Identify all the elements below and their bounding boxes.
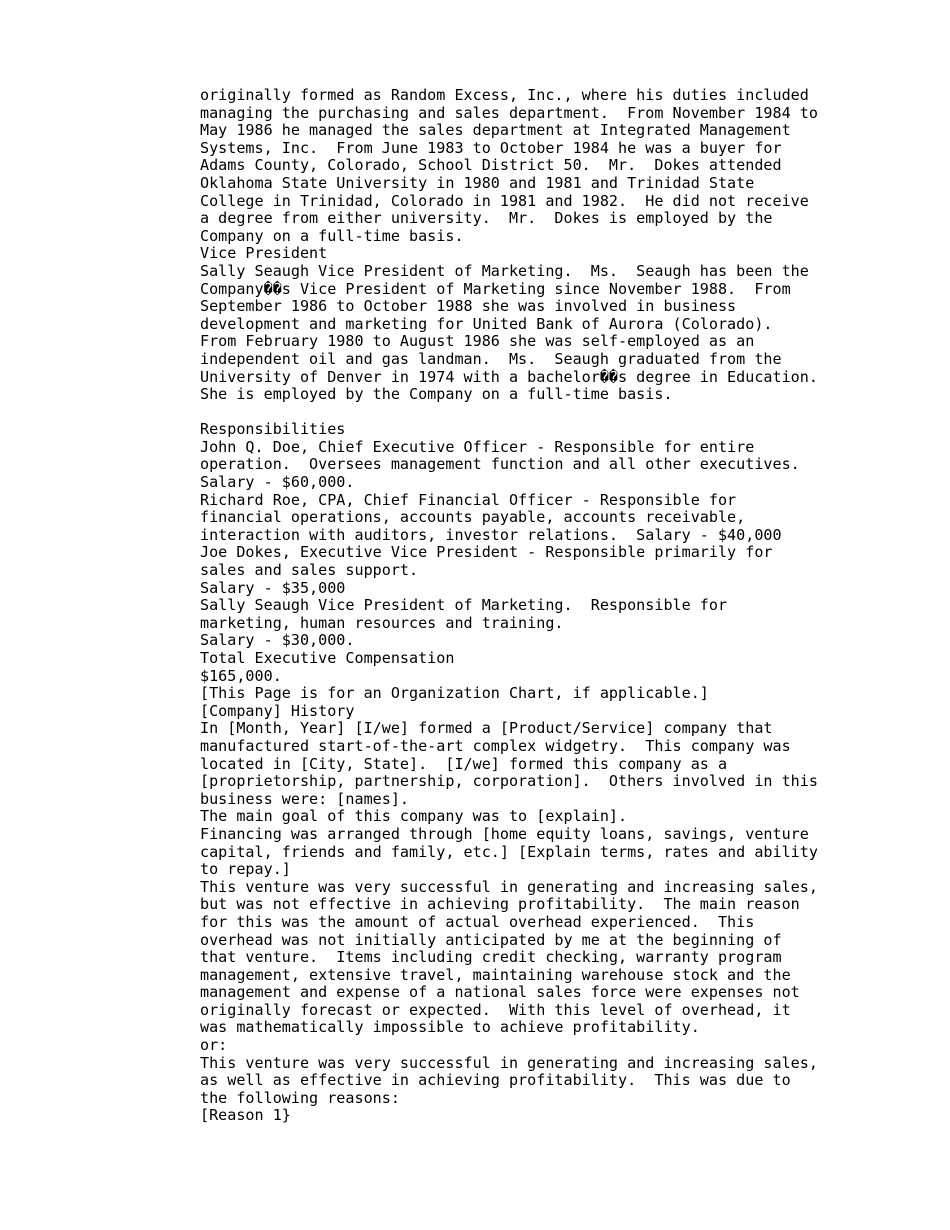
text-line: May 1986 he managed the sales department at Integrated Management: [200, 121, 791, 140]
text-line: overhead was not initially anticipated by me at the beginning of: [200, 930, 782, 949]
text-line: located in [City, State]. [I/we] formed this company as a: [200, 754, 728, 773]
text-line: marketing, human resources and training.: [200, 613, 564, 632]
text-line: Sally Seaugh Vice President of Marketing. Responsible for: [200, 596, 728, 615]
text-line: Systems, Inc. From June 1983 to October 1984 he was a buyer for: [200, 138, 782, 157]
text-line: was mathematically impossible to achieve profitability.: [200, 1018, 700, 1037]
text-line: management and expense of a national sales force were expenses not: [200, 983, 800, 1002]
text-line: [Reason 1}: [200, 1106, 291, 1125]
text-line: development and marketing for United Bank of Aurora (Colorado).: [200, 314, 773, 333]
text-line: the following reasons:: [200, 1088, 400, 1107]
text-line: The main goal of this company was to [explain].: [200, 807, 628, 826]
text-line: Company on a full-time basis.: [200, 226, 464, 245]
text-line: She is employed by the Company on a full-time basis.: [200, 385, 673, 404]
text-line: as well as effective in achieving profitability. This was due to: [200, 1071, 791, 1090]
text-line: business were: [names].: [200, 789, 410, 808]
section-heading-company-history: [Company] History: [200, 701, 355, 720]
text-line: Total Executive Compensation: [200, 649, 455, 667]
text-line: Salary - $35,000: [200, 578, 346, 597]
text-line: Joe Dokes, Executive Vice President - Responsible primarily for: [200, 543, 773, 562]
section-heading-responsibilities: Responsibilities: [200, 420, 346, 439]
text-line: Salary - $60,000.: [200, 473, 355, 492]
section-heading-vice-president: Vice President: [200, 244, 328, 263]
text-line: manufactured start-of-the-art complex widgetry. This company was: [200, 736, 791, 755]
text-line: Adams County, Colorado, School District 50. Mr. Dokes attended: [200, 156, 782, 175]
text-line: College in Trinidad, Colorado in 1981 and 1982. He did not receive: [200, 191, 809, 210]
text-line: originally formed as Random Excess, Inc., where his duties included: [200, 86, 809, 104]
text-line: Salary - $30,000.: [200, 631, 355, 650]
text-line: Company��s Vice President of Marketing since November 1988. From: [200, 279, 791, 298]
text-line: This venture was very successful in generating and increasing sales,: [200, 1053, 818, 1072]
text-line: John Q. Doe, Chief Executive Officer - Responsible for entire: [200, 437, 755, 456]
text-line: capital, friends and family, etc.] [Explain terms, rates and ability: [200, 842, 818, 861]
text-line: for this was the amount of actual overhead experienced. This: [200, 912, 755, 931]
text-line: University of Denver in 1974 with a bachelor��s degree in Education.: [200, 367, 818, 386]
text-line: or:: [200, 1036, 228, 1055]
text-line: but was not effective in achieving profitability. The main reason: [200, 895, 800, 914]
text-line: This venture was very successful in generating and increasing sales,: [200, 877, 818, 896]
text-line: Richard Roe, CPA, Chief Financial Officer - Responsible for: [200, 490, 737, 509]
text-line: In [Month, Year] [I/we] formed a [Product/Service] company that: [200, 719, 773, 738]
text-line: $165,000.: [200, 666, 282, 685]
blank-line: [200, 404, 920, 422]
text-line: interaction with auditors, investor relations. Salary - $40,000: [200, 525, 782, 544]
text-line: a degree from either university. Mr. Dokes is employed by the: [200, 209, 773, 228]
text-line: Oklahoma State University in 1980 and 1981 and Trinidad State: [200, 173, 755, 192]
text-line: September 1986 to October 1988 she was involved in business: [200, 297, 737, 316]
text-line: operation. Oversees management function and all other executives.: [200, 455, 800, 474]
text-line: Financing was arranged through [home equity loans, savings, venture: [200, 824, 809, 843]
text-line: [This Page is for an Organization Chart, if applicable.]: [200, 684, 709, 703]
text-line: that venture. Items including credit checking, warranty program: [200, 948, 782, 967]
text-line: [proprietorship, partnership, corporation]. Others involved in this: [200, 772, 818, 791]
text-line: sales and sales support.: [200, 561, 419, 580]
text-line: to repay.]: [200, 860, 291, 879]
text-line: management, extensive travel, maintaining warehouse stock and the: [200, 965, 791, 984]
text-line: managing the purchasing and sales department. From November 1984 to: [200, 103, 818, 122]
text-line: independent oil and gas landman. Ms. Seaugh graduated from the: [200, 349, 782, 368]
text-line: From February 1980 to August 1986 she was self-employed as an: [200, 332, 755, 351]
text-line: originally forecast or expected. With this level of overhead, it: [200, 1000, 791, 1019]
document-body: [200, 87, 920, 1125]
text-line: Sally Seaugh Vice President of Marketing. Ms. Seaugh has been the: [200, 261, 809, 280]
text-line: financial operations, accounts payable, accounts receivable,: [200, 508, 746, 527]
